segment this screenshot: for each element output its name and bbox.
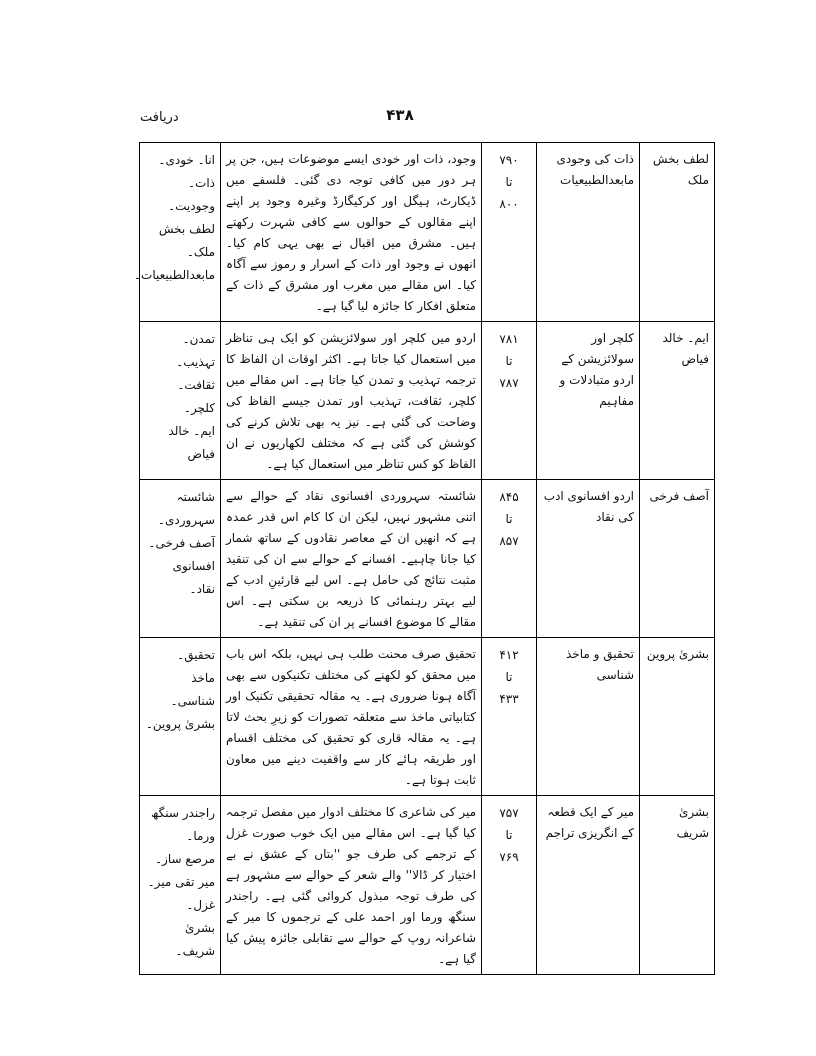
author-cell: بشریٰ پروین — [640, 638, 715, 796]
page-start: ۷۹۰ — [499, 153, 519, 167]
keywords-cell — [140, 796, 221, 975]
summary-cell: وجود، ذات اور خودی ایسے موضوعات ہیں، جن پر ہر دور میں کافی توجہ دی گئی۔ فلسفے میں ڈیکارٹ، ہیگل اور کرکیگارڈ وغیرہ وجود پر اپنے اپنے مقالوں کے حوالوں سے کافی شہرت رکھتے ہیں۔ مشرق میں اقبال نے بھی یہی کام کیا۔ انھوں نے وجود اور ذات کے اسرار و رموز سے آگاہ کیا۔ اس مقالے میں مغرب اور مشرق کے ذات کے متعلق افکار کا جائزہ لیا گیا ہے۔ — [221, 143, 482, 322]
page-to: تا — [505, 512, 513, 526]
title-cell: اردو افسانوی ادب کی نقاد — [537, 480, 640, 638]
keywords-cell — [140, 638, 221, 796]
keyword: بشریٰ شریف۔ — [175, 921, 215, 958]
pages-cell — [482, 796, 537, 975]
title-cell: کلچر اور سولائزیشن کے اردو متبادلات و مفاہیم — [537, 322, 640, 480]
keyword: مرصع ساز۔ — [155, 852, 215, 866]
title-cell: تحقیق و ماخذ شناسی — [537, 638, 640, 796]
title-cell: ذات کی وجودی مابعدالطبیعیات — [537, 143, 640, 322]
summary-cell: میر کی شاعری کا مختلف ادوار میں مفصل ترجمہ کیا گیا ہے۔ اس مقالے میں ایک خوب صورت غزل کے ترجمے کی طرف جو ''بتاں کے عشق نے بے اختیار کر ڈالا'' والے شعر کے حوالے سے مشہور ہے کی طرف توجہ مبذول کروائی گئی ہے۔ راجندر سنگھ ورما اور احمد علی کے ترجموں کا میر کے شاعرانہ روپ کے حوالے سے تقابلی جائزہ پیش کیا گیا ہے۔ — [221, 796, 482, 975]
keyword: تہذیب۔ — [176, 355, 215, 369]
page-end: ۷۸۷ — [499, 376, 519, 390]
pages-cell — [482, 143, 537, 322]
pages-cell — [482, 638, 537, 796]
author-cell: ایم۔ خالد فیاض — [640, 322, 715, 480]
page-start: ۸۴۵ — [499, 490, 519, 504]
page-end: ۸۵۷ — [499, 534, 519, 548]
table-row — [140, 143, 715, 322]
keyword: افسانوی نقاد۔ — [172, 559, 215, 596]
keyword: تمدن۔ — [182, 332, 215, 346]
keyword: لطف بخش ملک۔ — [158, 222, 215, 259]
keyword: مابعدالطبیعیات۔ — [134, 268, 215, 282]
keywords-cell — [140, 322, 221, 480]
keywords-cell — [140, 480, 221, 638]
page-number: ۴۳۸ — [386, 106, 414, 124]
page-start: ۴۱۲ — [499, 648, 519, 662]
page-end: ۸۰۰ — [499, 197, 519, 211]
table-row — [140, 638, 715, 796]
running-head: دریافت — [140, 110, 179, 125]
keyword: وجودیت۔ — [168, 199, 215, 213]
keyword: آصف فرخی۔ — [148, 536, 215, 550]
page-start: ۷۸۱ — [499, 332, 519, 346]
page-start: ۷۵۷ — [499, 806, 519, 820]
page-to: تا — [505, 670, 513, 684]
page-to: تا — [505, 175, 513, 189]
keyword: شائستہ سہروردی۔ — [157, 490, 215, 527]
author-cell: لطف بخش ملک — [640, 143, 715, 322]
keyword: ایم۔ خالد فیاض — [168, 424, 215, 461]
page-end: ۷۶۹ — [499, 850, 519, 864]
table-row — [140, 796, 715, 975]
article-catalog-table — [134, 142, 715, 975]
keyword: ذات۔ — [187, 176, 215, 190]
keyword: تحقیق۔ — [177, 648, 215, 662]
table-row — [140, 322, 715, 480]
summary-cell: تحقیق صرف محنت طلب ہی نہیں، بلکہ اس باب میں محقق کو لکھنے کی مختلف تکنیکوں سے بھی آگاہ ہونا ضروری ہے۔ یہ مقالہ تحقیقی تکنیک اور کتابیاتی ماخذ سے متعلقہ تصورات کو زیرِ بحث لاتا ہے۔ یہ مقالہ قاری کو تحقیق کی مختلف اقسام اور طریقہ ہائے کار سے واقفیت دینے میں معاون ثابت ہوتا ہے۔ — [221, 638, 482, 796]
summary-cell: شائستہ سہروردی افسانوی نقاد کے حوالے سے اتنی مشہور نہیں، لیکن ان کا کام اس قدر عمدہ ہے کہ انھیں ان کے معاصر نقادوں کے ساتھ شمار کیا جانا چاہیے۔ افسانے کے حوالے سے ان کی تنقید مثبت نتائج کی حامل ہے۔ اس لیے قارئینِ ادب کے لیے بہتر رہنمائی کا ذریعہ بن سکتی ہے۔ اس مقالے کا موضوع افسانے پر ان کی تنقید ہے۔ — [221, 480, 482, 638]
keyword: ثقافت۔ کلچر۔ — [177, 378, 215, 415]
keyword: راجندر سنگھ ورما۔ — [151, 806, 215, 843]
page-end: ۴۳۳ — [499, 692, 519, 706]
pages-cell — [482, 322, 537, 480]
author-cell: آصف فرخی — [640, 480, 715, 638]
table-row — [140, 480, 715, 638]
author-cell: بشریٰ شریف — [640, 796, 715, 975]
keyword: میر تقی میر۔ غزل۔ — [147, 875, 215, 912]
keyword: ماخذ شناسی۔ — [170, 671, 215, 708]
summary-cell: اردو میں کلچر اور سولائزیشن کو ایک ہی تناظر میں استعمال کیا جاتا ہے۔ اکثر اوقات ان الفاظ کا ترجمہ تہذیب و تمدن کیا جاتا ہے۔ اس مقالے میں کلچر، ثقافت، تہذیب اور تمدن جیسے الفاظ کی وضاحت کی گئی ہے۔ نیز یہ بھی تلاش کرنے کی کوشش کی گئی ہے کہ مختلف لکھاریوں نے ان الفاظ کو کس تناظر میں استعمال کیا ہے۔ — [221, 322, 482, 480]
keyword: بشریٰ پروین۔ — [145, 717, 215, 731]
page-to: تا — [505, 828, 513, 842]
keyword: انا۔ خودی۔ — [158, 153, 215, 167]
pages-cell — [482, 480, 537, 638]
keywords-cell — [134, 143, 221, 322]
title-cell: میر کے ایک قطعہ کے انگریزی تراجم — [537, 796, 640, 975]
page-to: تا — [505, 354, 513, 368]
